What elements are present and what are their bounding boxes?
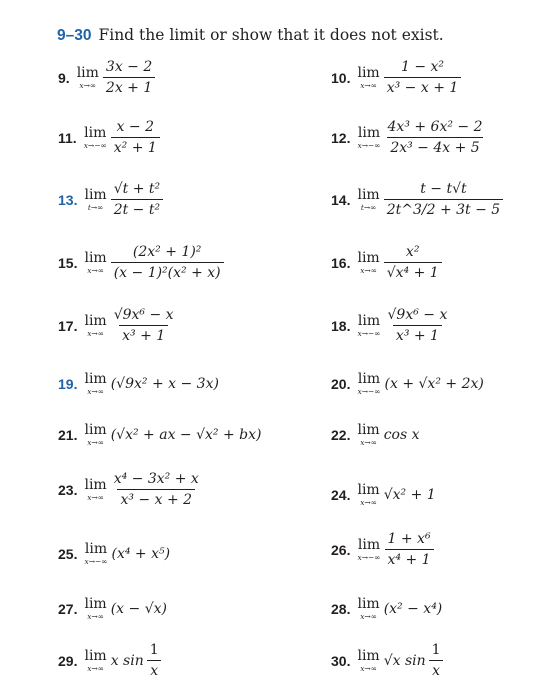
fraction: $\frac{x - 2}{\text{x² + 1}}$ <box>111 120 160 155</box>
problem-17 <box>58 308 177 343</box>
problem-29 <box>58 643 162 678</box>
limit: lim x→∞ <box>84 371 107 396</box>
limit: lim x→∞ <box>357 249 380 275</box>
fraction: $\frac{\text{√9x⁶ − x}}{\text{x³ + 1}}$ <box>113 307 174 344</box>
limit: lim x→∞ <box>357 596 380 621</box>
problem-15 <box>58 245 224 280</box>
problem-21 <box>58 423 261 447</box>
fraction: $\frac{\text{√9x⁶ − x}}{\text{x³ + 1}}$ <box>387 307 448 344</box>
problem-number: 29. <box>58 652 78 669</box>
problem-20 <box>331 372 484 396</box>
limit: lim x→∞ <box>357 64 380 90</box>
problem-number: 19. <box>58 375 78 392</box>
expression: (x + √x² + 2x) <box>384 375 484 392</box>
fraction: $\frac{1}{x}$ <box>147 643 162 678</box>
expression: (x − √x) <box>110 600 167 617</box>
problem-13 <box>58 182 163 217</box>
problem-number: 20. <box>331 375 351 392</box>
problem-23 <box>58 472 202 507</box>
fraction: $\frac{\text{4x³ + 6x² − 2}}{\text{2x³ − 4x + 5}}$ <box>387 119 483 156</box>
problem-22 <box>331 423 420 447</box>
fraction: $\frac{\text{x²}}{\text{√x⁴ + 1}}$ <box>384 245 442 280</box>
problem-number: 9. <box>58 69 70 86</box>
expression: (x⁴ + x⁵) <box>111 545 171 562</box>
problem-12 <box>331 120 486 155</box>
limit: lim x→∞ <box>84 422 107 447</box>
problem-19 <box>58 372 219 396</box>
expression: cos x <box>383 426 420 443</box>
fraction: $\frac{\text{(2x² + 1)²}}{\text{(x − 1)²(x² + x)}}$ <box>111 245 224 280</box>
problem-11 <box>58 120 160 155</box>
problem-9 <box>58 60 155 95</box>
limit: lim x→−∞ <box>357 371 381 396</box>
problem-number: 22. <box>331 426 351 443</box>
limit: lim x→−∞ <box>357 536 381 562</box>
expression: (x² − x⁴) <box>383 600 443 617</box>
problem-number: 18. <box>331 317 351 334</box>
limit: lim x→∞ <box>357 482 380 507</box>
problem-number: 26. <box>331 541 351 558</box>
problem-number: 13. <box>58 191 78 208</box>
limit: lim x→∞ <box>84 596 107 621</box>
exercise-instruction: Find the limit or show that it does not exist. <box>98 26 444 44</box>
problem-number: 24. <box>331 486 351 503</box>
limit: lim x→∞ <box>76 64 99 90</box>
fraction: $\frac{1}{x}$ <box>429 643 444 678</box>
limit: lim x→∞ <box>84 312 107 338</box>
exercise-heading <box>57 26 444 45</box>
problem-number: 11. <box>58 129 77 146</box>
problem-24 <box>331 483 436 507</box>
problem-number: 12. <box>331 129 351 146</box>
problem-number: 27. <box>58 600 78 617</box>
limit: lim x→∞ <box>84 476 107 502</box>
problem-number: 25. <box>58 545 78 562</box>
problem-25 <box>58 542 170 566</box>
fraction: $\frac{\text{x⁴ − 3x² + x}}{\text{x³ − x + 2}}$ <box>113 471 199 508</box>
problem-number: 16. <box>331 254 351 271</box>
limit: lim x→∞ <box>357 422 380 447</box>
limit: lim t→∞ <box>84 186 107 212</box>
problem-30 <box>331 643 444 678</box>
expression: √x sin <box>383 652 426 669</box>
expression: √x² + 1 <box>383 486 436 503</box>
problem-number: 21. <box>58 426 78 443</box>
problem-14 <box>331 182 503 217</box>
problem-number: 15. <box>58 254 78 271</box>
fraction: $\frac{\text{1 + x⁶}}{\text{x⁴ + 1}}$ <box>385 532 434 567</box>
problem-number: 14. <box>331 191 351 208</box>
exercise-range: 9–30 <box>57 27 92 44</box>
problem-26 <box>331 532 434 567</box>
limit: lim x→∞ <box>84 249 107 275</box>
expression: (√x² + ax − √x² + bx) <box>110 426 262 443</box>
problem-number: 30. <box>331 652 351 669</box>
limit: lim x→−∞ <box>84 541 108 566</box>
limit: lim t→∞ <box>357 186 380 212</box>
problem-number: 10. <box>331 69 351 86</box>
problem-27 <box>58 597 167 621</box>
expression: (√9x² + x − 3x) <box>110 375 219 392</box>
fraction: $\frac{\text{√t + t²}}{\text{2t − t²}}$ <box>111 182 163 217</box>
expression: x sin <box>110 652 144 669</box>
limit: lim x→∞ <box>357 647 380 673</box>
problem-number: 28. <box>331 600 351 617</box>
limit: lim x→−∞ <box>83 124 107 150</box>
problem-number: 23. <box>58 481 78 498</box>
limit: lim x→∞ <box>84 647 107 673</box>
problem-16 <box>331 245 442 280</box>
problem-number: 17. <box>58 317 78 334</box>
problem-10 <box>331 60 461 95</box>
limit: lim x→−∞ <box>357 124 381 150</box>
problem-28 <box>331 597 442 621</box>
problem-18 <box>331 308 450 343</box>
fraction: $\frac{t - t√t}{2t\^{}3/2 + 3t - 5}$ <box>384 182 504 217</box>
fraction: $\frac{3x - 2}{2x + 1}$ <box>103 60 155 95</box>
fraction: $\frac{\text{1 − x²}}{\text{x³ − x + 1}}$ <box>384 60 462 95</box>
limit: lim x→−∞ <box>357 312 381 338</box>
